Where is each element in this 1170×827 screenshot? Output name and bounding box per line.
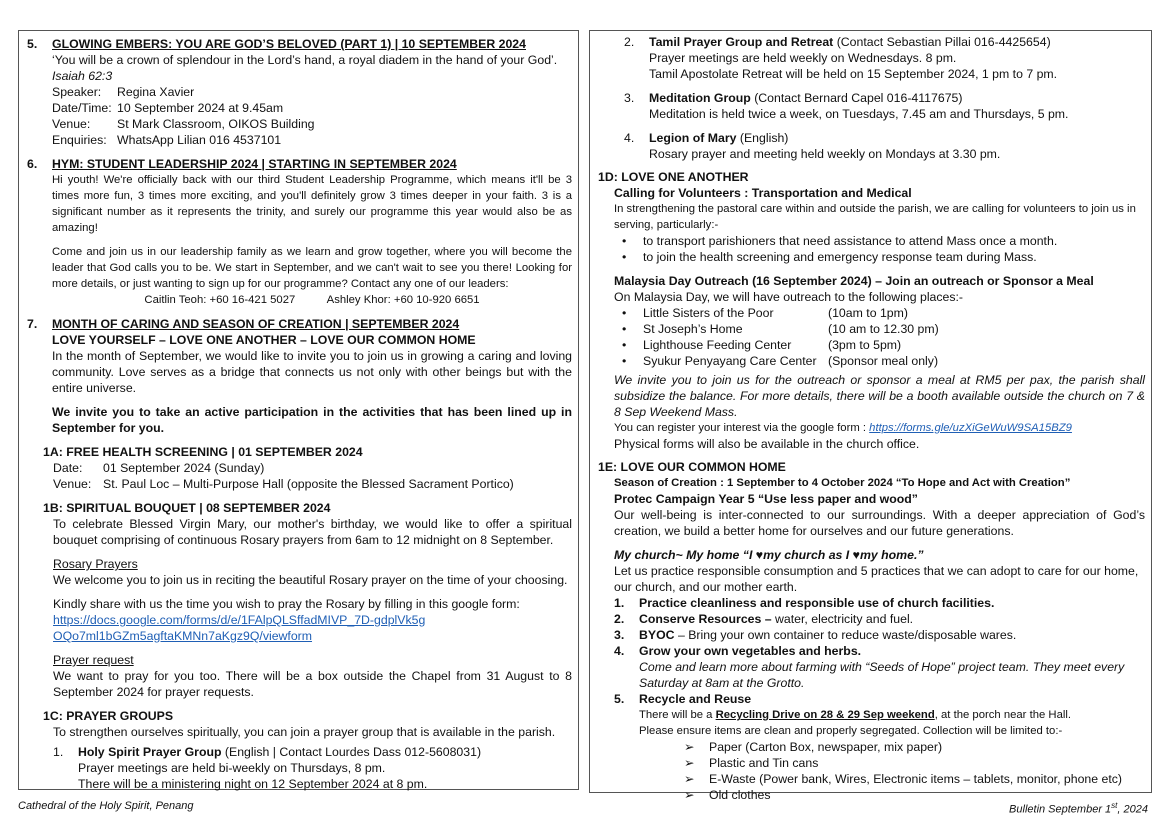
paragraph: Hi youth! We're officially back with our third Student Leadership Programme, which means it'll be 3 times more fun, 3 times more exciting, and you'll definitely grow 3 times deeper in your faith. 3 is a significant number as it represents the trinity, and surely our programme this year would also be as amazing! [52,174,572,234]
heart-icon: ♥ [852,548,860,562]
quote: ‘You will be a crown of splendour in the Lord’s hand, a royal diadem in the hand of your God’. Isaiah 62:3 [52,53,558,83]
list-item: • to join the health screening and emergency response team during Mass. [622,250,1037,264]
arrow-icon: ➢ [684,788,695,802]
paragraph: We invite you to take an active participation in the activities that has been lined up in September for you. [52,405,572,435]
subsection-title: 1A: FREE HEALTH SCREENING | 01 SEPTEMBER 2024 [43,445,363,459]
prayer-group-list [624,34,1145,162]
practices-list [614,595,1145,739]
paragraph: Come and learn more about farming with “Seeds of Hope” project team. They meet every Saturday at 8am at the Grotto. [639,660,1125,690]
prayer-group-item: 2. Tamil Prayer Group and Retreat (Contact Sebastian Pillai 016-4425654) Prayer meetings are held weekly on Wednesdays. 8 pm. Tamil Apostolate Retreat will be held on 15 September 2024, 1 pm to 7 pm. [624,35,1058,81]
right-column [589,30,1152,802]
section-title: HYM: STUDENT LEADERSHIP 2024 | STARTING IN SEPTEMBER 2024 [52,157,457,171]
paragraph: To celebrate Blessed Virgin Mary, our mother's birthday, we would like to offer a spiritual bouquet comprising of continuous Rosary prayers from 6am to 12 midnight on 8 September. [53,517,572,547]
list-item: • St Joseph’s Home (10 am to 12.30 pm) [622,322,939,336]
leader-contacts: Caitlin Teoh: +60 16-421 5027 Ashley Khor: +60 10-920 6651 [144,294,480,306]
volunteer-list [618,233,1145,265]
section-6 [27,156,572,308]
section-subtitle: LOVE YOURSELF – LOVE ONE ANOTHER – LOVE OUR COMMON HOME [52,333,476,347]
list-item: 5. Recycle and Reuse [614,692,752,706]
subsection-1a: 1A: FREE HEALTH SCREENING | 01 SEPTEMBER 2024 Date: 01 September 2024 (Sunday) Venue: St. Paul Loc – Multi-Purpose Hall (opposite the Blessed Sacrament Portico) [43,444,572,492]
paragraph: Physical forms will also be available in the church office. [614,437,920,451]
list-item: • to transport parishioners that need assistance to attend Mass once a month. [622,234,1058,248]
footer-left: Cathedral of the Holy Spirit, Penang [18,800,194,812]
prayer-request-heading: Prayer request [53,653,134,667]
paragraph: Our well-being is inter-connected to our surroundings. With a deeper appreciation of God’s creation, we build a better home for ourselves and our future generations. [614,508,1145,538]
arrow-icon: ➢ [684,756,695,770]
list-item: 2. Conserve Resources – water, electricity and fuel. [614,612,914,626]
arrow-icon: ➢ [684,740,695,754]
recycle-items [684,739,1145,803]
register-form-link[interactable]: https://forms.gle/uzXiGeWuW9SA15BZ9 [869,422,1072,434]
paragraph: We welcome you to join us in reciting the beautiful Rosary prayer on the time of your choosing. [53,573,568,587]
list-item: ➢ Paper (Carton Box, newspaper, mix paper) [684,740,943,754]
list-item: • Little Sisters of the Poor (10am to 1pm) [622,306,908,320]
subsection-1c [43,708,572,792]
recycling-line: There will be a Recycling Drive on 28 & 29 Sep weekend, at the porch near the Hall. [639,709,1072,721]
subsection-1d [598,169,1145,452]
section-title: GLOWING EMBERS: YOU ARE GOD’S BELOVED (PART 1) | 10 SEPTEMBER 2024 [52,37,526,51]
list-item: 4. Grow your own vegetables and herbs. [614,644,862,658]
motto: My church~ My home “I ♥my church as I ♥my home.” [614,548,924,562]
list-item: 1. Practice cleanliness and responsible use of church facilities. [614,596,995,610]
prayer-group-item: 3. Meditation Group (Contact Bernard Capel 016-4117675) Meditation is held twice a week, on Tuesdays, 7.45 am and Thursdays, 5 pm. [624,91,1069,121]
subsection-1e [598,459,1145,803]
list-item: ➢ Old clothes [684,788,771,802]
protec-heading: Protec Campaign Year 5 “Use less paper and wood” [614,492,918,506]
paragraph: Come and join us in our leadership family as we learn and grow together, where you will become the leader that God calls you to be. We start in September, and we can't wait to see you there! Looking for more details, or just wanting to sign up for our programme? Contact any one of our leaders: [52,246,572,290]
prayer-group-item: 1. Holy Spirit Prayer Group (English | Contact Lourdes Dass 012-5608031) Prayer meetings are held bi-weekly on Thursdays, 8 pm. There will be a ministering night on 12 September 2024 at 8 pm. [53,745,482,791]
list-item: ➢ E-Waste (Power bank, Wires, Electronic items – tablets, monitor, phone etc) [684,772,1123,786]
list-item: 3. BYOC – Bring your own container to reduce waste/disposable wares. [614,628,1017,642]
prayer-group-item: 4. Legion of Mary (English) Rosary prayer and meeting held weekly on Mondays at 3.30 pm. [624,131,1001,161]
paragraph: We want to pray for you too. There will be a box outside the Chapel from 31 August to 8 September 2024 for prayer requests. [53,669,572,699]
rosary-heading: Rosary Prayers [53,557,138,571]
paragraph: To strengthen ourselves spiritually, you can join a prayer group that is available in the parish. [53,725,556,739]
section-7 [27,316,572,436]
paragraph: On Malaysia Day, we will have outreach to the following places:- [614,290,964,304]
section-number: 6. [27,157,38,171]
details: Speaker: Regina Xavier Date/Time: 10 September 2024 at 9.45am Venue: St Mark Classroom, OIKOS Building Enquiries: WhatsApp Lilian 016 4537101 [52,85,315,147]
paragraph: Let us practice responsible consumption and 5 practices that we can adopt to care for our home, our church, and our mother earth. [614,564,1139,594]
subsection-title: 1D: LOVE ONE ANOTHER [598,170,749,184]
footer-right: Bulletin September 1st, 2024 [1009,801,1148,816]
register-line: You can register your interest via the google form : https://forms.gle/uzXiGeWuW9SA15BZ9 [614,422,1072,434]
outreach-places [618,305,1145,369]
malaysia-day-heading: Malaysia Day Outreach (16 September 2024) – Join an outreach or Sponsor a Meal [614,274,1094,288]
list-item: • Lighthouse Feeding Center (3pm to 5pm) [622,338,902,352]
volunteers-heading: Calling for Volunteers : Transportation and Medical [614,186,912,200]
rosary-form-link[interactable]: https://docs.google.com/forms/d/e/1FAlpQLSffadMIVP_7D-gdplVk5g OQo7ml1bGZm5agftaKMNn7aKgz9Q/viewform [53,613,426,643]
left-column [18,30,579,790]
list-item: • Syukur Penyayang Care Center (Sponsor meal only) [622,354,939,368]
paragraph: In strengthening the pastoral care within and outside the parish, we are calling for volunteers to join us in serving, particularly:- [614,203,1136,231]
section-number: 5. [27,37,38,51]
subsection-title: 1C: PRAYER GROUPS [43,709,174,723]
heart-icon: ♥ [755,548,764,562]
subsection-title: 1B: SPIRITUAL BOUQUET | 08 SEPTEMBER 2024 [43,501,331,515]
arrow-icon: ➢ [684,772,695,786]
section-5 [27,36,572,148]
subsection-1b [43,500,572,700]
paragraph: Kindly share with us the time you wish to pray the Rosary by filling in this google form: [53,597,520,611]
list-item: ➢ Plastic and Tin cans [684,756,819,770]
section-number: 7. [27,317,38,331]
paragraph: We invite you to join us for the outreach or sponsor a meal at RM5 per pax, the parish shall subsidize the balance. For more details, there will be a booth available outside the church on 7 & 8 Sep Weekend Mass. [614,373,1145,419]
season-heading: Season of Creation : 1 September to 4 October 2024 “To Hope and Act with Creation” [614,477,1071,489]
section-title: MONTH OF CARING AND SEASON OF CREATION | SEPTEMBER 2024 [52,317,460,331]
paragraph: In the month of September, we would like to invite you to join us in growing a caring and loving community. Love serves as a bridge that connects us not only with other beings but with the entire universe. [52,349,572,395]
recycling-note: Please ensure items are clean and properly segregated. Collection will be limited to:- [639,725,1063,737]
subsection-title: 1E: LOVE OUR COMMON HOME [598,460,786,474]
